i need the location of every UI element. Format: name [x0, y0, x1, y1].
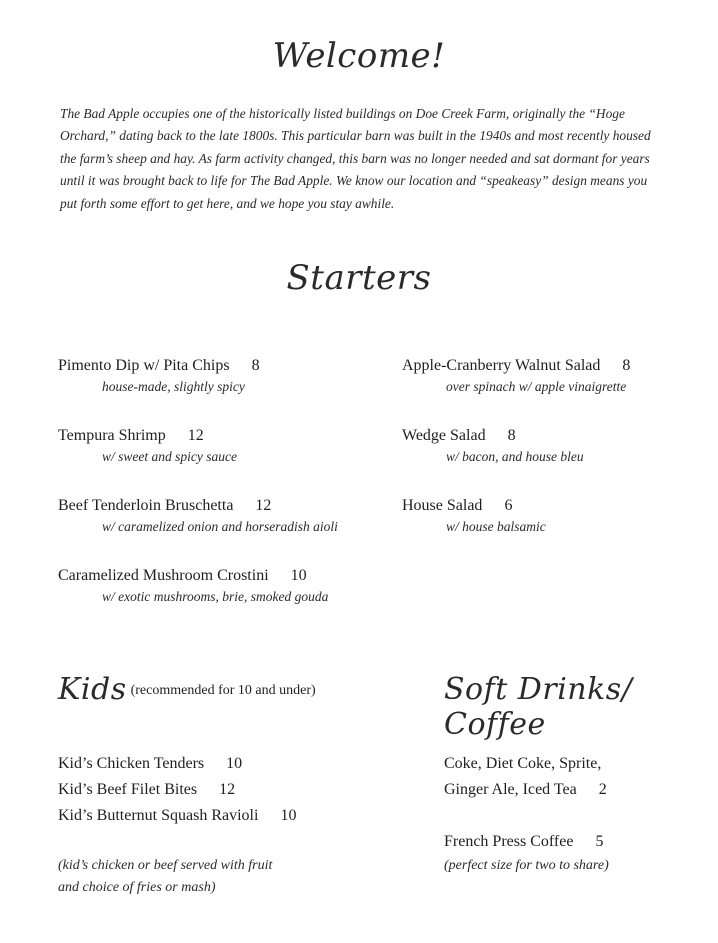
item-price: 12 [187, 427, 204, 444]
coffee-price: 5 [595, 833, 604, 850]
welcome-heading: Welcome! [272, 36, 446, 76]
menu-item [402, 427, 584, 465]
menu-item [58, 567, 328, 605]
intro-paragraph: The Bad Apple occupies one of the historically listed buildings on Doe Creek Farm, originally the “Hoge Orchard,” dating back to the late 1800s. This particular barn was built in the 1940s and most recently housed the farm’s sheep and hay. As farm activity changed, this barn was no longer needed and sat dormant for years until it was brought back to life for The Bad Apple. We know our location and “speakeasy” design means you put forth some effort to get here, and we hope you stay awhile. [60, 106, 651, 211]
item-price: 10 [290, 567, 307, 584]
kids-item [58, 807, 296, 825]
item-description: w/ caramelized onion and horseradish aioli [102, 519, 338, 534]
soda-line1: Coke, Diet Coke, Sprite, [444, 755, 602, 772]
kids-item [58, 781, 235, 799]
soda-price: 2 [598, 781, 607, 798]
drinks-heading: Soft Drinks/ Coffee [444, 672, 633, 742]
item-description: w/ exotic mushrooms, brie, smoked gouda [102, 589, 329, 604]
kids-age-note: (recommended for 10 and under) [130, 683, 316, 698]
item-name: Kid’s Chicken Tenders [58, 755, 205, 772]
menu-item [58, 497, 338, 535]
item-price: 6 [504, 497, 513, 514]
kids-footnote-line1: (kid’s chicken or beef served with fruit [58, 858, 273, 873]
item-price: 10 [226, 755, 243, 772]
menu-item [402, 357, 630, 395]
menu-item [58, 357, 260, 395]
item-price: 8 [251, 357, 260, 374]
item-name: Kid’s Butternut Squash Ravioli [58, 807, 259, 824]
item-description: w/ sweet and spicy sauce [102, 449, 237, 464]
item-name: House Salad [402, 497, 483, 514]
menu-item [58, 427, 237, 465]
item-name: Caramelized Mushroom Crostini [58, 567, 269, 584]
item-price: 12 [255, 497, 272, 514]
kids-footnote [58, 855, 272, 899]
item-name: Wedge Salad [402, 427, 486, 444]
kids-section-heading [58, 672, 316, 707]
soda-line2-row [444, 781, 607, 799]
coffee-note: (perfect size for two to share) [444, 858, 609, 873]
kids-heading: Kids [58, 672, 127, 707]
item-name: Kid’s Beef Filet Bites [58, 781, 198, 798]
item-price: 8 [622, 357, 631, 374]
coffee-item [444, 833, 603, 851]
menu-item [402, 497, 546, 535]
soda-line2: Ginger Ale, Iced Tea [444, 781, 577, 798]
item-description: w/ house balsamic [446, 519, 546, 534]
item-price: 8 [507, 427, 516, 444]
item-name: Apple-Cranberry Walnut Salad [402, 357, 601, 374]
item-name: Beef Tenderloin Bruschetta [58, 497, 234, 514]
coffee-name: French Press Coffee [444, 833, 574, 850]
kids-footnote-line2: and choice of fries or mash) [58, 880, 216, 895]
item-name: Pimento Dip w/ Pita Chips [58, 357, 230, 374]
item-name: Tempura Shrimp [58, 427, 166, 444]
item-description: house-made, slightly spicy [102, 379, 245, 394]
kids-item [58, 755, 242, 773]
starters-heading: Starters [286, 258, 432, 298]
item-price: 12 [219, 781, 236, 798]
item-price: 10 [280, 807, 297, 824]
item-description: w/ bacon, and house bleu [446, 449, 584, 464]
item-description: over spinach w/ apple vinaigrette [446, 379, 627, 394]
